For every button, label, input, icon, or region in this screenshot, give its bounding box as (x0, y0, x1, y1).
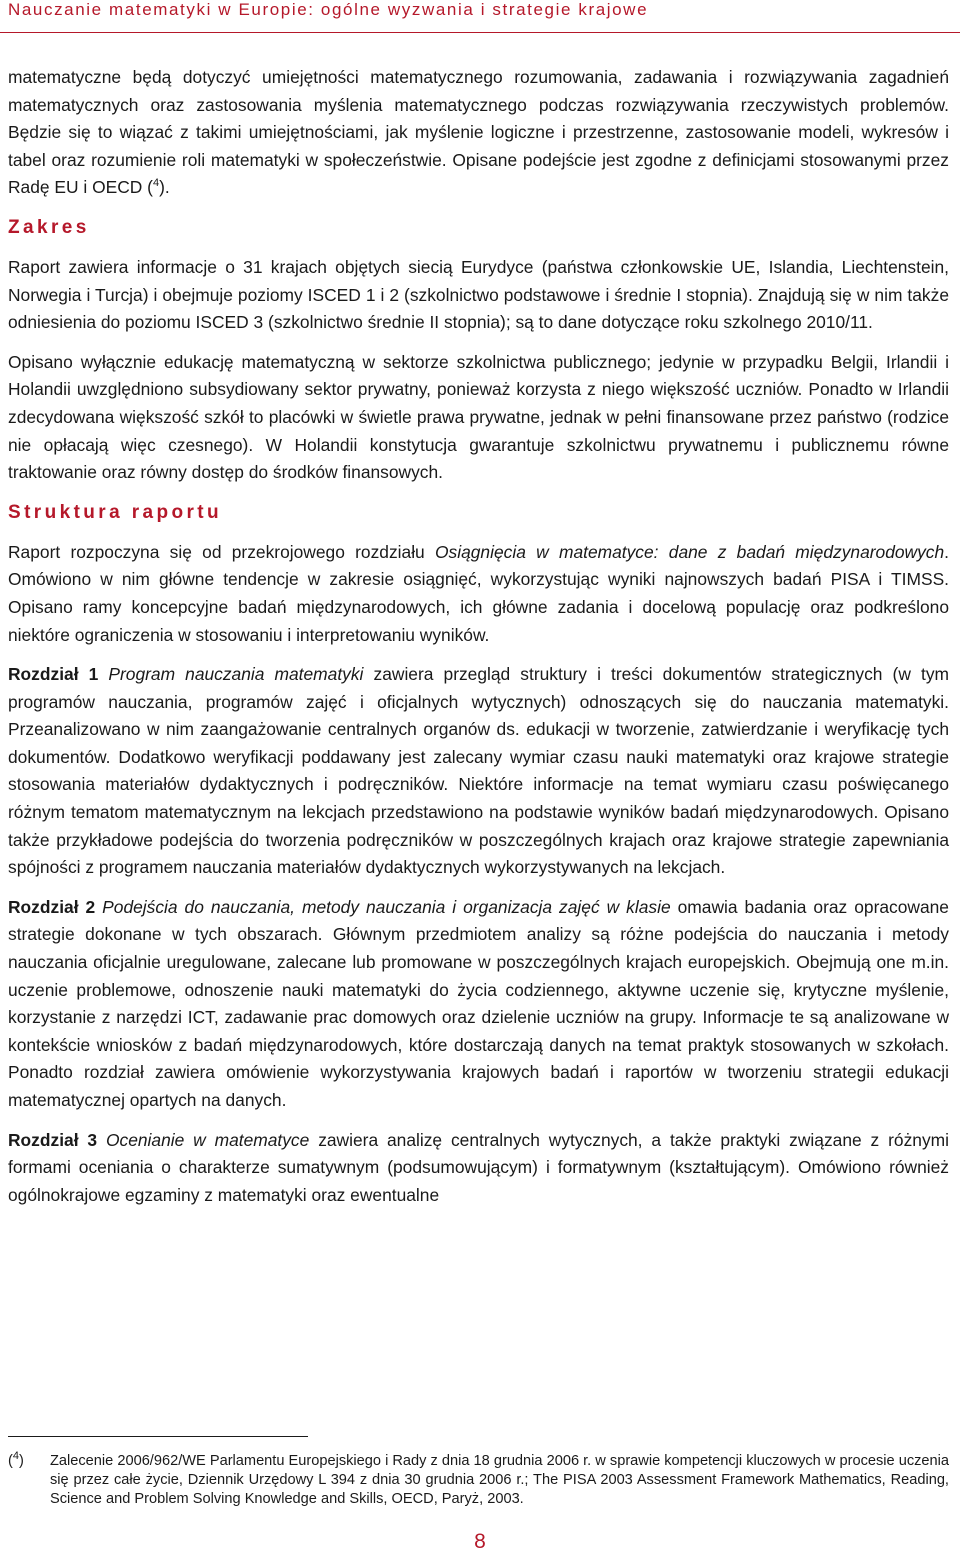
chapter-1-title: Program nauczania matematyki (108, 664, 364, 685)
chapter-1-label: Rozdział 1 (8, 664, 99, 685)
header-rule (0, 32, 960, 33)
footnote (8, 1452, 949, 1509)
chapter-3-title: Ocenianie w matematyce (105, 1129, 310, 1150)
footnote-mark: ($^4$) (8, 1450, 24, 1469)
footnote-reference[interactable]: 4 (152, 177, 160, 190)
intro-text: matematyczne będą dotyczyć umiejętności matematycznego rozumowania, zadawania i rozwiązywania zagadnień matematycznych oraz zastosowania myślenia matematycznego podczas rozwiązywania rzeczywistych problemów. Będzie się to wiązać z takimi umiejętnościami, jak myślenie logiczne i przestrzenne, zastosowanie modeli, wykresów i tabel oraz rozumienie roli matematyki w społeczeństwie. Opisane podejście jest zgodne z definicjami stosowanymi przez Radę EU i OECD ( (8, 67, 949, 198)
struktura-p1-before: Raport rozpoczyna się od przekrojowego rozdziału (8, 541, 435, 562)
struktura-p1-title: Osiągnięcia w matematyce: dane z badań międzynarodowych (435, 541, 945, 562)
intro-text-end: ). (159, 177, 170, 198)
chapter-2-title: Podejścia do nauczania, metody nauczania i organizacja zajęć w klasie (102, 896, 671, 917)
footnote-text: Zalecenie 2006/962/WE Parlamentu Europejskiego i Rady z dnia 18 grudnia 2006 r. w sprawie kompetencji kluczowych w procesie uczenia się przez całe życie, Dziennik Urzędowy L 394 z dnia 30 grudnia 2006 r.; The PISA 2003 Assessment Framework Mathematics, Reading, Science and Problem Solving Knowledge and Skills, OECD, Paryż, 2003. (50, 1453, 949, 1507)
main-content (8, 64, 949, 1209)
zakres-paragraph-1: Raport zawiera informacje o 31 krajach objętych siecią Eurydyce (państwa członkowskie UE, Islandia, Liechtenstein, Norwegia i Turcja) i obejmuje poziomy ISCED 1 i 2 (szkolnictwo podstawowe i średnie I stopnia). Znajdują się w nim także odniesienia do poziomu ISCED 3 (szkolnictwo średnie II stopnia); są to dane dotyczące roku szkolnego 2010/11. (8, 256, 949, 333)
footnote-rule (8, 1436, 308, 1437)
running-header: Nauczanie matematyki w Europie: ogólne wyzwania i strategie krajowe (8, 0, 649, 19)
section-heading-zakres: Zakres (8, 216, 90, 238)
struktura-paragraph-1 (8, 539, 949, 649)
chapter-2-text: omawia badania oraz opracowane strategie dokonane w tych obszarach. Głównym przedmiotem analizy są różne podejścia do nauczania i metody nauczania oficjalnie uregulowane, zalecane lub promowane w poszczególnych krajach europejskich. Obejmują one m.in. uczenie problemowe, odnoszenie nauki matematyki do życia codziennego, aktywne uczenie się, krytyczne myślenie, korzystanie z narzędzi ICT, zadawanie prac domowych oraz dzielenie uczniów na grupy. Informacje te są analizowane w kontekście wniosków z badań międzynarodowych, które dostarczają danych na temat praktyk stosowanych w szkołach. Ponadto rozdział zawiera omówienie wykorzystywania krajowych badań i raportów w tworzeniu strategii edukacji matematycznej opartych na danych. (8, 896, 949, 1110)
page-number: 8 (474, 1530, 486, 1553)
chapter-1-paragraph (8, 661, 949, 882)
section-heading-struktura: Struktura raportu (8, 501, 223, 523)
chapter-1-text: zawiera przegląd struktury i treści dokumentów strategicznych (w tym programów nauczania, programów zajęć i oficjalnych wytycznych) odnoszących się do nauczania matematyki. Przeanalizowano w nim zaangażowanie centralnych organów ds. edukacji w tworzenie, zatwierdzanie i weryfikację tych dokumentów. Dodatkowo weryfikacji poddawany jest zalecany wymiar czasu nauki matematyki oraz krajowe strategie stosowania materiałów dydaktycznych i podręczników. Niektóre informacje na temat wymiaru czasu poświęcanego różnym tematom matematycznym na lekcjach przedstawiono na podstawie wyników badań międzynarodowych. Opisano także przykładowe podejścia do tworzenia podręczników w poszczególnych krajach oraz krajowe strategie zapewniania spójności z programem nauczania materiałów dydaktycznych wykorzystywanych na lekcjach. (8, 664, 949, 878)
chapter-2-paragraph (8, 894, 949, 1115)
chapter-3-paragraph (8, 1127, 949, 1210)
chapter-2-label: Rozdział 2 (8, 896, 96, 917)
intro-paragraph (8, 64, 949, 202)
struktura-p1-after: . Omówiono w nim główne tendencje w zakresie osiągnięć, wykorzystując wyniki najnowszych badań PISA i TIMSS. Opisano ramy koncepcyjne badań międzynarodowych, ich główne zadania i docelową populację oraz podkreślono niektóre ograniczenia w stosowaniu i interpretowaniu wyników. (8, 541, 950, 645)
zakres-paragraph-2: Opisano wyłącznie edukację matematyczną w sektorze szkolnictwa publicznego; jedynie w przypadku Belgii, Irlandii i Holandii uwzględniono subsydiowany sektor prywatny, ponieważ korzysta z niego większość uczniów. Ponadto w Irlandii zdecydowana większość szkół to placówki w świetle prawa prywatne, jednak w pełni finansowane przez państwo (rodzice nie opłacają więc czesnego). W Holandii konstytucja gwarantuje szkolnictwu prywatnemu i publicznemu równe traktowanie oraz równy dostęp do środków finansowych. (8, 351, 949, 483)
chapter-3-label: Rozdział 3 (8, 1129, 98, 1150)
chapter-3-text: zawiera analizę centralnych wytycznych, a także praktyki związane z różnymi formami oceniania o charakterze sumatywnym (podsumowującym) i formatywnym (kształtującym). Omówiono również ogólnokrajowe egzaminy z matematyki oraz ewentualne (8, 1129, 949, 1205)
